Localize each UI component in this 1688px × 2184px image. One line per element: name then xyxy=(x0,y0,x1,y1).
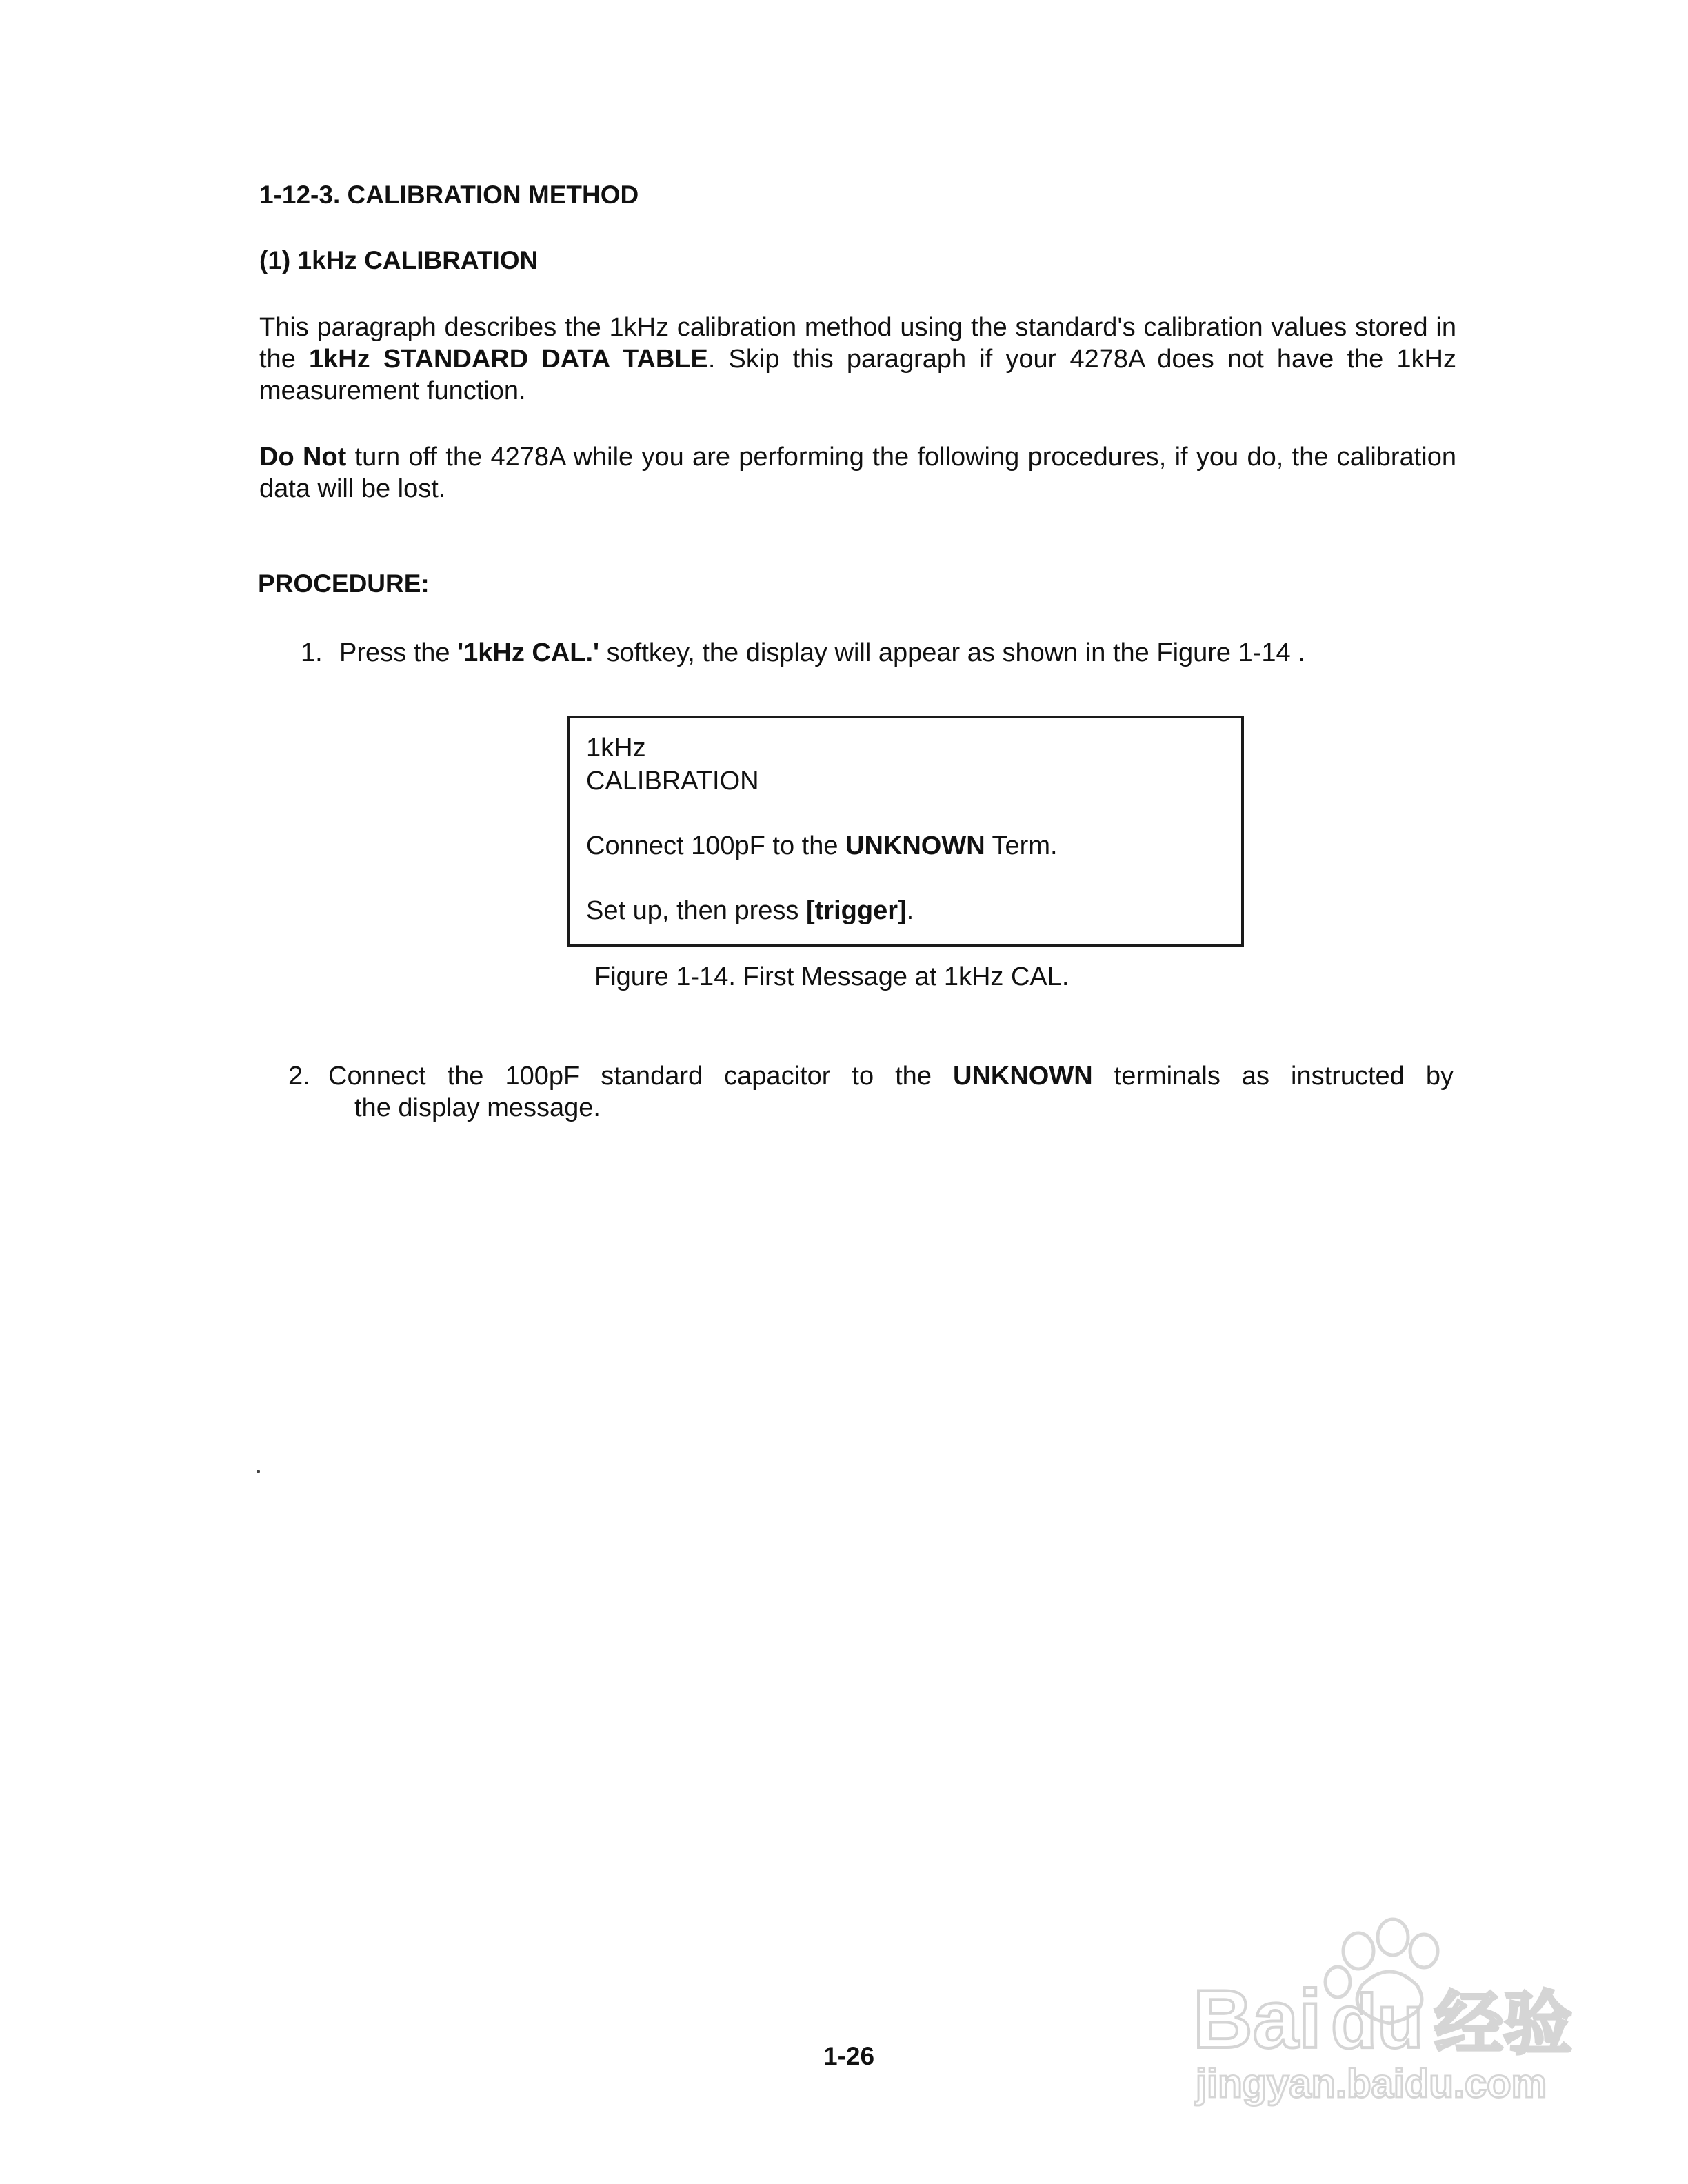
intro-paragraph: This paragraph describes the 1kHz calibration method using the standard's calibration values stored in the 1kHz STANDARD DATA TABLE. Skip this paragraph if your 4278A does not have the 1kHz measurement function. xyxy=(259,313,1456,405)
display-message-figure xyxy=(567,716,1244,947)
step-number: 1. xyxy=(301,638,323,667)
baidu-watermark-logo xyxy=(1186,1910,1572,2110)
unknown-terminal-term: UNKNOWN xyxy=(953,1062,1093,1091)
watermark-graphic xyxy=(1186,1910,1572,2110)
watermark-cn: 经验 xyxy=(1434,1983,1572,2064)
step-text: Connect the 100pF standard capacitor to the UNKNOWN terminals as instructed by the display message. xyxy=(328,1062,1454,1122)
step-number: 2. xyxy=(288,1062,310,1091)
watermark-brand: Bai xyxy=(1193,1973,1322,2065)
figure-caption: Figure 1-14. First Message at 1kHz CAL. xyxy=(594,962,1069,991)
section-title: 1-12-3. CALIBRATION METHOD xyxy=(259,181,639,209)
procedure-heading: PROCEDURE: xyxy=(258,569,430,598)
page-number: 1-26 xyxy=(823,2042,875,2070)
display-line-prompt: Set up, then press [trigger]. xyxy=(586,896,914,925)
scan-speck xyxy=(257,1470,260,1473)
watermark-du: du xyxy=(1331,1979,1424,2064)
softkey-label: '1kHz CAL.' xyxy=(457,638,600,667)
display-line-instruction: Connect 100pF to the UNKNOWN Term. xyxy=(586,831,1058,860)
step-text: Press the '1kHz CAL.' softkey, the display will appear as shown in the Figure 1-14 . xyxy=(339,638,1305,667)
display-line-frequency: 1kHz xyxy=(586,734,646,762)
warning-paragraph: Do Not turn off the 4278A while you are performing the following procedures, if you do, the calibration data will be lost. xyxy=(259,443,1456,503)
do-not-emphasis: Do Not xyxy=(259,443,347,472)
watermark-url: jingyan.baidu.com xyxy=(1196,2061,1547,2106)
standard-data-table-term: 1kHz STANDARD DATA TABLE xyxy=(308,345,708,374)
display-line-mode: CALIBRATION xyxy=(586,767,759,796)
subsection-title: (1) 1kHz CALIBRATION xyxy=(259,246,539,274)
